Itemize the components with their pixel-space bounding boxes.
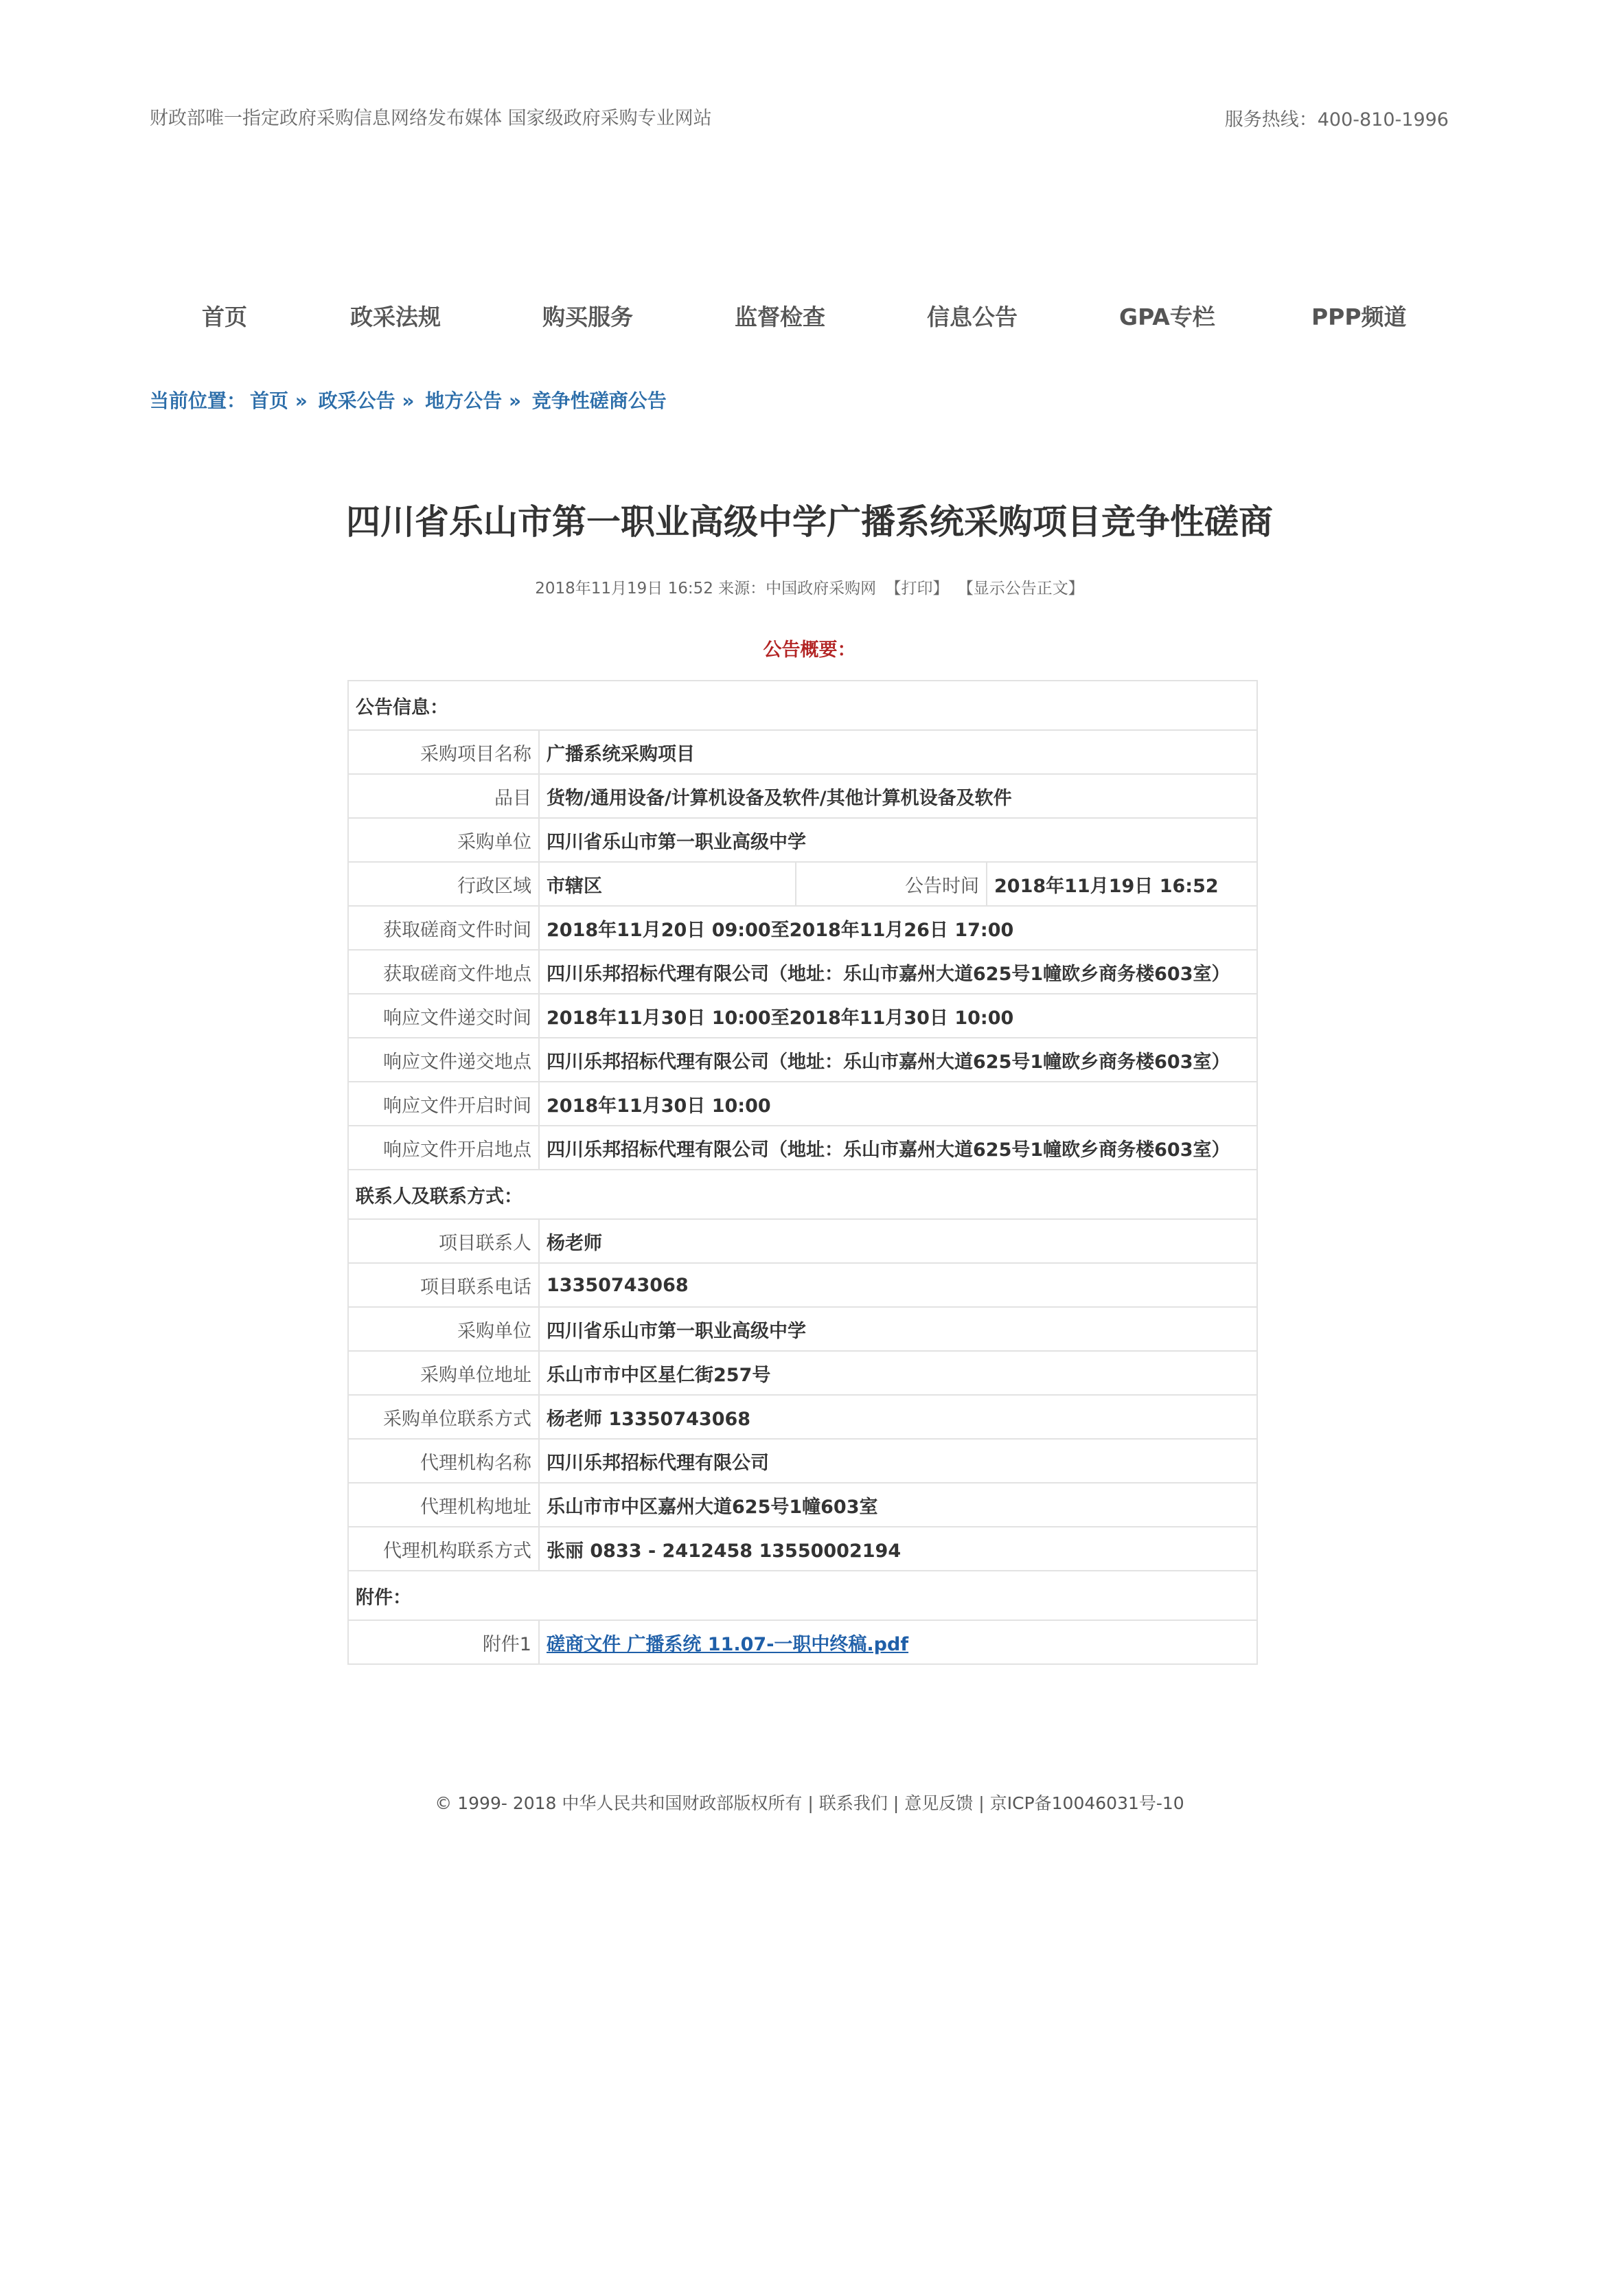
summary-heading: 公告概要： <box>763 639 856 661</box>
footer-feedback-link[interactable]: 意见反馈 <box>904 1793 974 1813</box>
row-label: 项目联系人 <box>348 1219 539 1263</box>
nav-ppp[interactable]: PPP频道 <box>1311 304 1407 330</box>
footer-sep: | <box>807 1793 814 1813</box>
nav-purchase-services[interactable]: 购买服务 <box>542 304 633 330</box>
row-value: 广播系统采购项目 <box>539 730 1257 774</box>
table-row <box>348 1126 1257 1170</box>
row-label: 采购单位 <box>348 818 539 862</box>
row-label: 代理机构地址 <box>348 1483 539 1527</box>
article-meta <box>0 576 1619 598</box>
row-label: 获取磋商文件时间 <box>348 906 539 950</box>
breadcrumb-procurement[interactable]: 政采公告 » <box>318 389 415 412</box>
row-label: 响应文件开启时间 <box>348 1082 539 1126</box>
table-row <box>348 1307 1257 1351</box>
table-row <box>348 1038 1257 1082</box>
row-label: 代理机构联系方式 <box>348 1527 539 1571</box>
row-label: 采购单位 <box>348 1307 539 1351</box>
table-row <box>348 1620 1257 1664</box>
row-value: 四川乐邦招标代理有限公司（地址：乐山市嘉州大道625号1幢欧乡商务楼603室） <box>539 1038 1257 1082</box>
footer-sep: | <box>978 1793 985 1813</box>
row-value: 2018年11月30日 10:00至2018年11月30日 10:00 <box>539 994 1257 1038</box>
row-value: 乐山市市中区星仁街257号 <box>539 1351 1257 1395</box>
breadcrumb-home[interactable]: 首页 » <box>250 389 308 412</box>
row-label: 代理机构名称 <box>348 1439 539 1483</box>
table-row <box>348 862 1257 906</box>
footer-sep: | <box>893 1793 899 1813</box>
breadcrumb-prefix: 当前位置： <box>150 389 246 412</box>
section-contact: 联系人及联系方式： <box>348 1170 1257 1219</box>
breadcrumb-local[interactable]: 地方公告 » <box>425 389 522 412</box>
table-row <box>348 950 1257 994</box>
row-value: 杨老师 13350743068 <box>539 1395 1257 1439</box>
row-value: 货物/通用设备/计算机设备及软件/其他计算机设备及软件 <box>539 774 1257 818</box>
footer-copyright: © 1999- 2018 中华人民共和国财政部版权所有 <box>435 1793 803 1813</box>
breadcrumb-current[interactable]: 竞争性磋商公告 <box>531 389 667 412</box>
row-value <box>539 1620 1257 1664</box>
row-label: 采购项目名称 <box>348 730 539 774</box>
table-row <box>348 1082 1257 1126</box>
row-label: 项目联系电话 <box>348 1263 539 1307</box>
footer-contact-link[interactable]: 联系我们 <box>818 1793 888 1813</box>
row-label: 行政区域 <box>348 862 539 906</box>
table-row <box>348 906 1257 950</box>
nav-announcements[interactable]: 信息公告 <box>927 304 1018 330</box>
service-hotline: 服务热线：400-810-1996 <box>1224 109 1449 130</box>
row-value: 市辖区 <box>539 862 796 906</box>
footer-icp[interactable]: 京ICP备10046031号-10 <box>989 1793 1184 1813</box>
row-value: 四川乐邦招标代理有限公司 <box>539 1439 1257 1483</box>
section-attachments: 附件： <box>348 1571 1257 1620</box>
table-row <box>348 994 1257 1038</box>
table-row <box>348 1395 1257 1439</box>
announcement-table <box>347 680 1258 1665</box>
page-title: 四川省乐山市第一职业高级中学广播系统采购项目竞争性磋商 <box>346 502 1273 542</box>
nav-home[interactable]: 首页 <box>202 304 247 330</box>
row-value: 杨老师 <box>539 1219 1257 1263</box>
row-value: 13350743068 <box>539 1263 1257 1307</box>
row-value: 2018年11月30日 10:00 <box>539 1082 1257 1126</box>
attachment-link[interactable]: 磋商文件 广播系统 11.07-一职中终稿.pdf <box>547 1633 909 1655</box>
table-row <box>348 1527 1257 1571</box>
table-row <box>348 1439 1257 1483</box>
row-label: 品目 <box>348 774 539 818</box>
section-info: 公告信息： <box>348 681 1257 730</box>
nav-regulations[interactable]: 政采法规 <box>350 304 441 330</box>
show-text-link[interactable]: 【显示公告正文】 <box>957 580 1084 598</box>
row-label: 采购单位地址 <box>348 1351 539 1395</box>
main-nav <box>158 299 1442 341</box>
row-label: 公告时间 <box>796 862 987 906</box>
row-label: 响应文件递交时间 <box>348 994 539 1038</box>
table-row <box>348 1219 1257 1263</box>
row-value: 四川省乐山市第一职业高级中学 <box>539 818 1257 862</box>
row-value: 四川乐邦招标代理有限公司（地址：乐山市嘉州大道625号1幢欧乡商务楼603室） <box>539 950 1257 994</box>
publish-time-source: 2018年11月19日 16:52 来源：中国政府采购网 <box>535 580 877 598</box>
row-value: 四川省乐山市第一职业高级中学 <box>539 1307 1257 1351</box>
row-label: 采购单位联系方式 <box>348 1395 539 1439</box>
row-label: 获取磋商文件地点 <box>348 950 539 994</box>
breadcrumb <box>150 386 671 413</box>
print-link[interactable]: 【打印】 <box>885 580 949 598</box>
table-row <box>348 818 1257 862</box>
row-value: 张丽 0833 - 2412458 13550002194 <box>539 1527 1257 1571</box>
row-value: 2018年11月19日 16:52 <box>987 862 1257 906</box>
row-value: 四川乐邦招标代理有限公司（地址：乐山市嘉州大道625号1幢欧乡商务楼603室） <box>539 1126 1257 1170</box>
row-label: 响应文件递交地点 <box>348 1038 539 1082</box>
row-label: 附件1 <box>348 1620 539 1664</box>
site-slogan: 财政部唯一指定政府采购信息网络发布媒体 国家级政府采购专业网站 <box>150 108 712 129</box>
table-row <box>348 1263 1257 1307</box>
table-row <box>348 1351 1257 1395</box>
nav-gpa[interactable]: GPA专栏 <box>1119 304 1215 330</box>
row-label: 响应文件开启地点 <box>348 1126 539 1170</box>
table-row <box>348 1483 1257 1527</box>
row-value: 2018年11月20日 09:00至2018年11月26日 17:00 <box>539 906 1257 950</box>
row-value: 乐山市市中区嘉州大道625号1幢603室 <box>539 1483 1257 1527</box>
nav-supervision[interactable]: 监督检查 <box>735 304 825 330</box>
table-row <box>348 730 1257 774</box>
footer <box>0 1790 1619 1815</box>
table-row <box>348 774 1257 818</box>
